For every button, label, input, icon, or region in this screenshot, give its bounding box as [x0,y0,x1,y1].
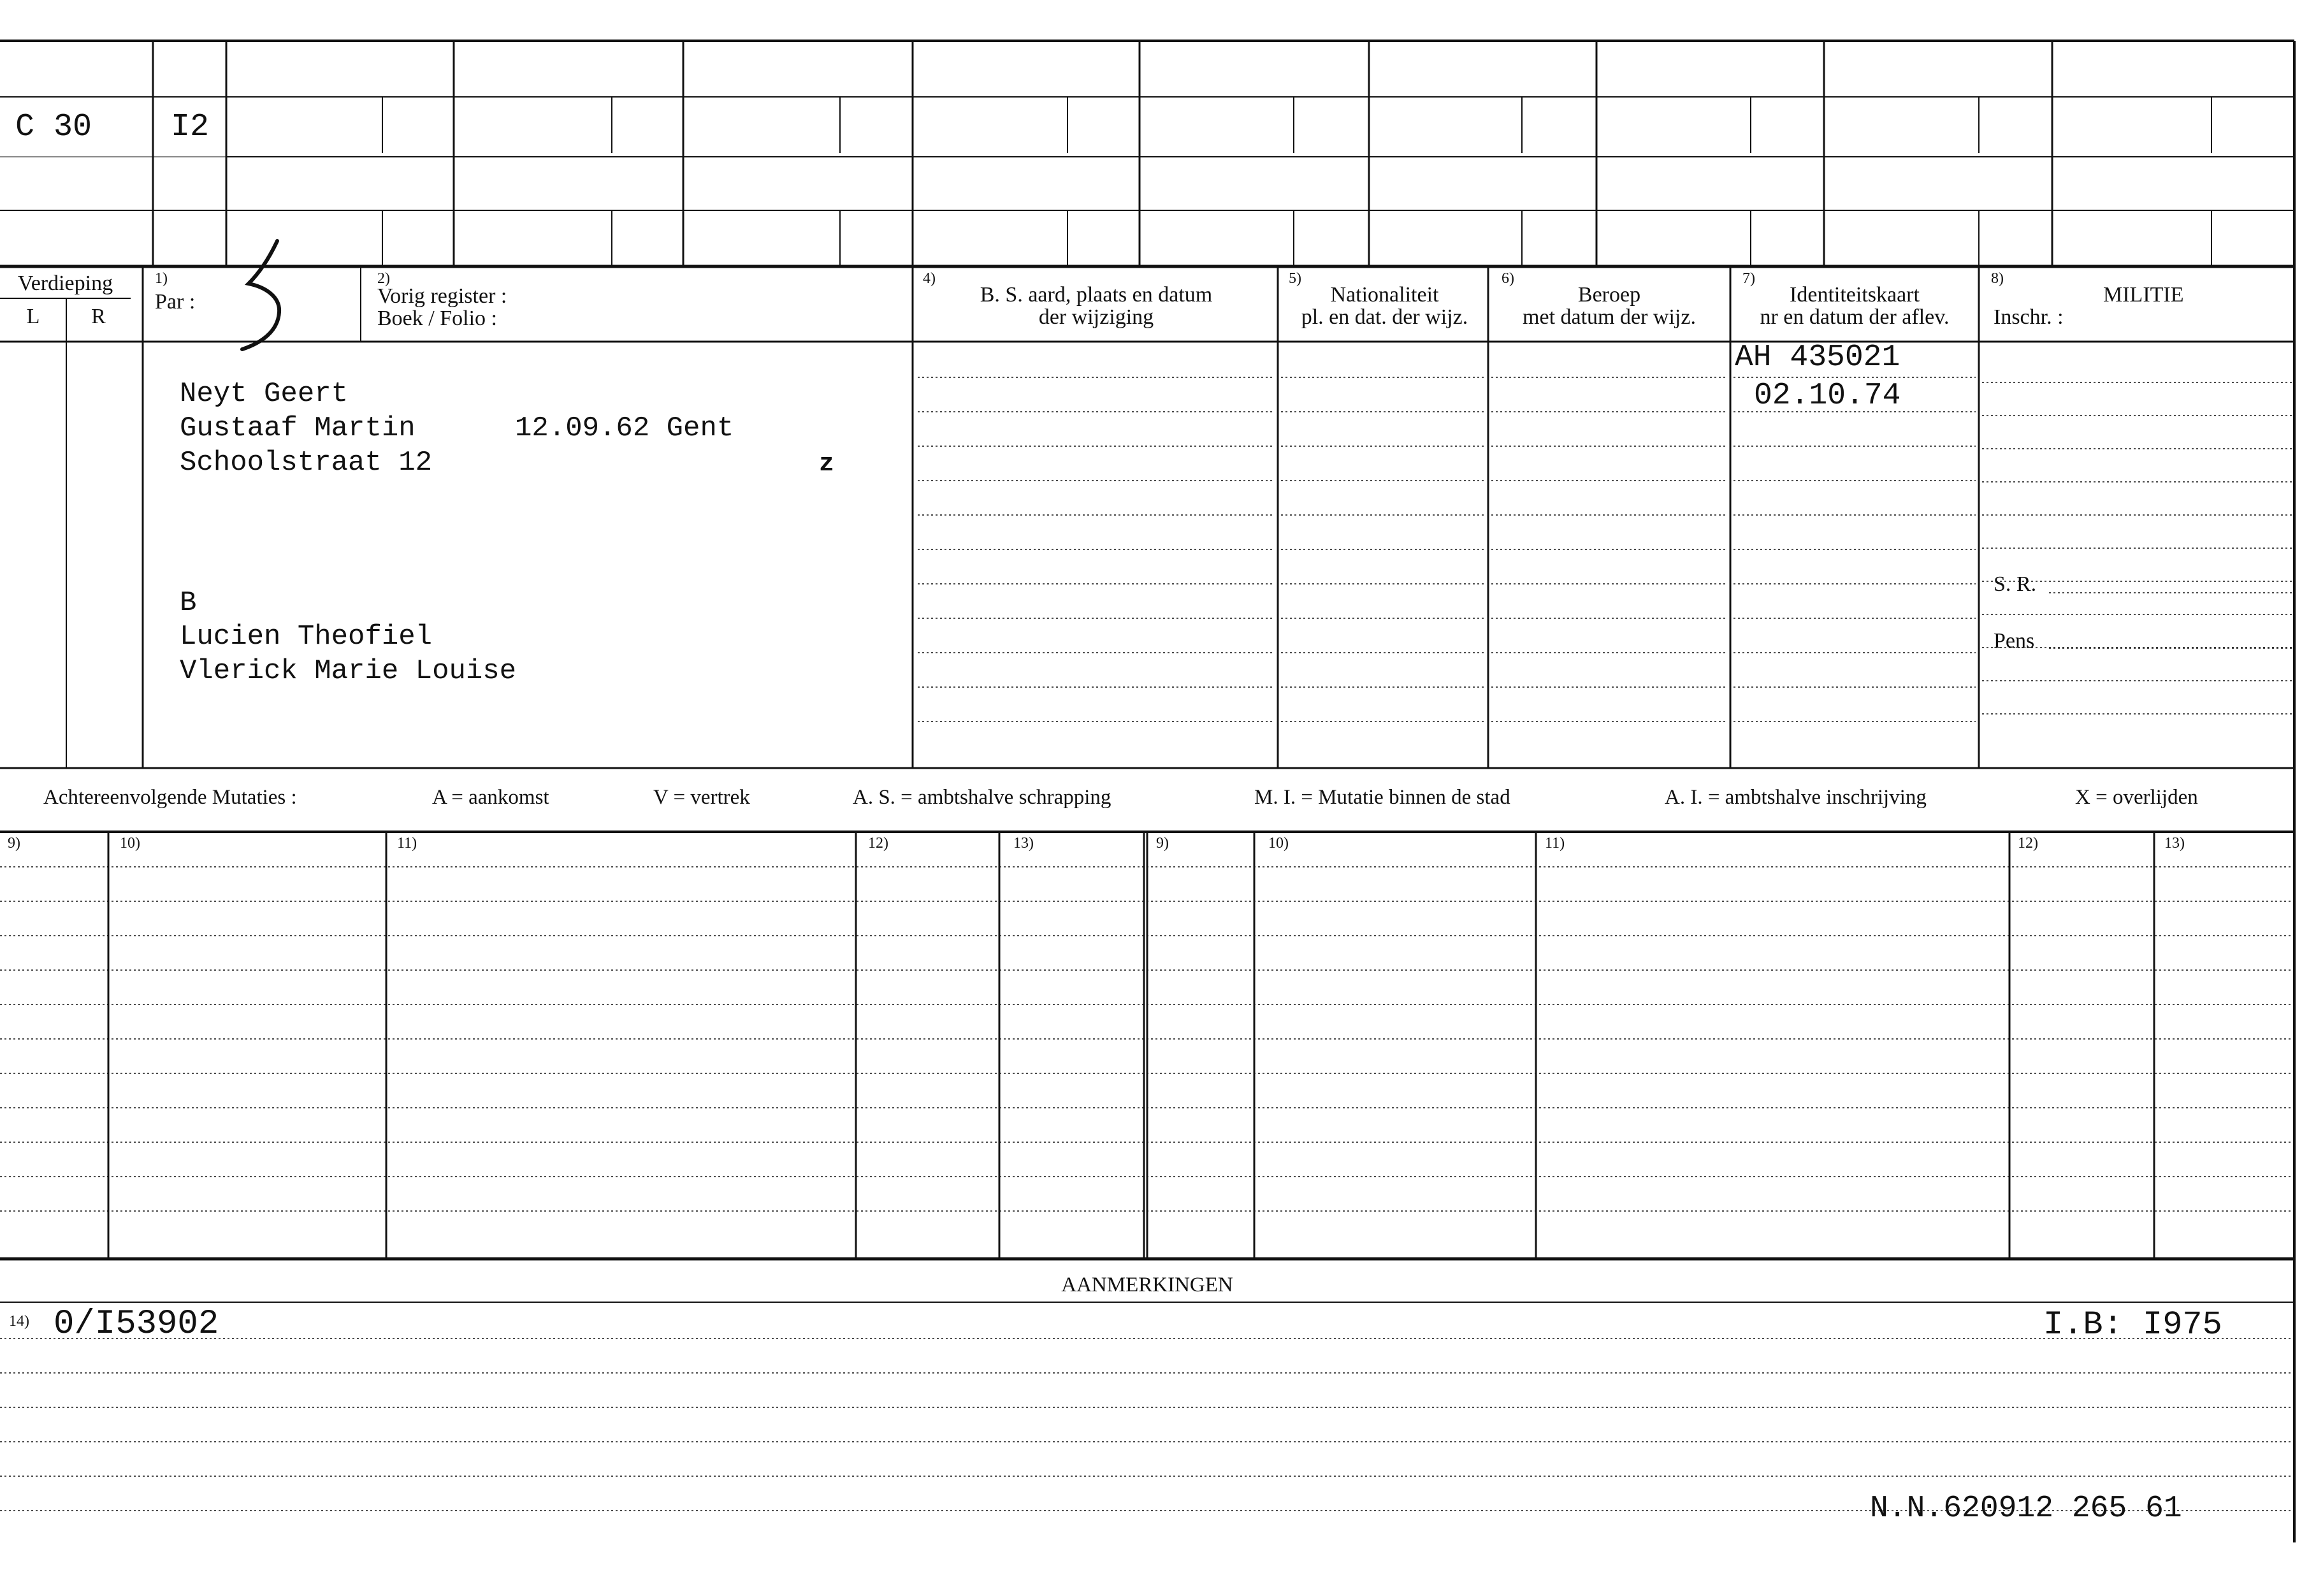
mut-col-number: 11) [397,835,417,852]
svg-text:5: 5 [357,363,358,364]
col8-number: 8) [1991,270,2004,287]
mutaties-ai: A. I. = ambtshalve inschrijving [1665,786,1927,809]
aanmerkingen-title: AANMERKINGEN [1061,1273,1233,1296]
mother-name: Vlerick Marie Louise [180,655,517,687]
verdieping-r: R [91,305,106,328]
col8-label-militie: MILITIE [2103,283,2184,307]
mut-col-number: 10) [120,835,140,852]
mut-col-number: 9) [1156,835,1169,852]
mut-col-number: 13) [1013,835,1034,852]
col4-label-2: der wijziging [1038,305,1154,329]
verdieping-label: Verdieping [17,272,113,295]
col6-label-2: met datum der wijz. [1523,305,1696,329]
mut-col-number: 11) [1545,835,1565,852]
col8-label-inschr: Inschr. : [1994,305,2064,329]
pens-label: Pens [1994,629,2035,653]
col7-label-1: Identiteitskaart [1790,283,1920,307]
code-right: I2 [171,109,210,145]
ib-year: I.B: I975 [2043,1306,2222,1344]
col1-number: 1) [155,270,168,287]
mark-b: B [180,587,197,619]
col5-label-2: pl. en dat. der wijz. [1301,305,1468,329]
col4-label-1: B. S. aard, plaats en datum [980,283,1213,307]
mutaties-mi: M. I. = Mutatie binnen de stad [1254,786,1510,809]
col1-label: Par : [155,290,196,314]
verdieping-l: L [26,305,40,328]
address: Schoolstraat 12 [180,447,433,479]
col2-label-boek: Boek / Folio : [377,307,497,330]
remark-code: 0/I53902 [54,1305,219,1344]
mutaties-as: A. S. = ambtshalve schrapping [853,786,1111,809]
mut-col-number: 10) [1268,835,1289,852]
id-card-date: 02.10.74 [1754,379,1901,413]
mutaties-title: Achtereenvolgende Mutaties : [43,786,297,809]
mut-col-number: 12) [2018,835,2038,852]
col5-number: 5) [1289,270,1301,287]
sr-label: S. R. [1994,572,2037,596]
birth-date-place: 12.09.62 Gent [515,412,734,444]
nn-number: N.N.620912 265 61 [1870,1491,2182,1526]
col2-label-vorig: Vorig register : [377,284,507,308]
remarks-number: 14) [9,1313,29,1330]
name-line-1: Neyt Geert [180,378,349,410]
name-line-2: Gustaaf Martin [180,412,416,444]
col6-number: 6) [1502,270,1514,287]
col6-label-1: Beroep [1577,283,1641,307]
id-card-number: AH 435021 [1735,340,1900,375]
col7-label-2: nr en datum der aflev. [1760,305,1950,329]
col4-number: 4) [923,270,936,287]
col2-number: 2) [377,270,390,287]
mutaties-v: V = vertrek [653,786,750,809]
col5-label-1: Nationaliteit [1330,283,1439,307]
code-left: C 30 [15,109,92,145]
mutaties-x: X = overlijden [2075,786,2198,809]
mut-col-number: 12) [868,835,888,852]
mut-col-number: 9) [8,835,20,852]
mut-col-number: 13) [2164,835,2185,852]
mutaties-a: A = aankomst [432,786,549,809]
col7-number: 7) [1742,270,1755,287]
mark-z: z [819,450,835,479]
father-name: Lucien Theofiel [180,621,433,653]
